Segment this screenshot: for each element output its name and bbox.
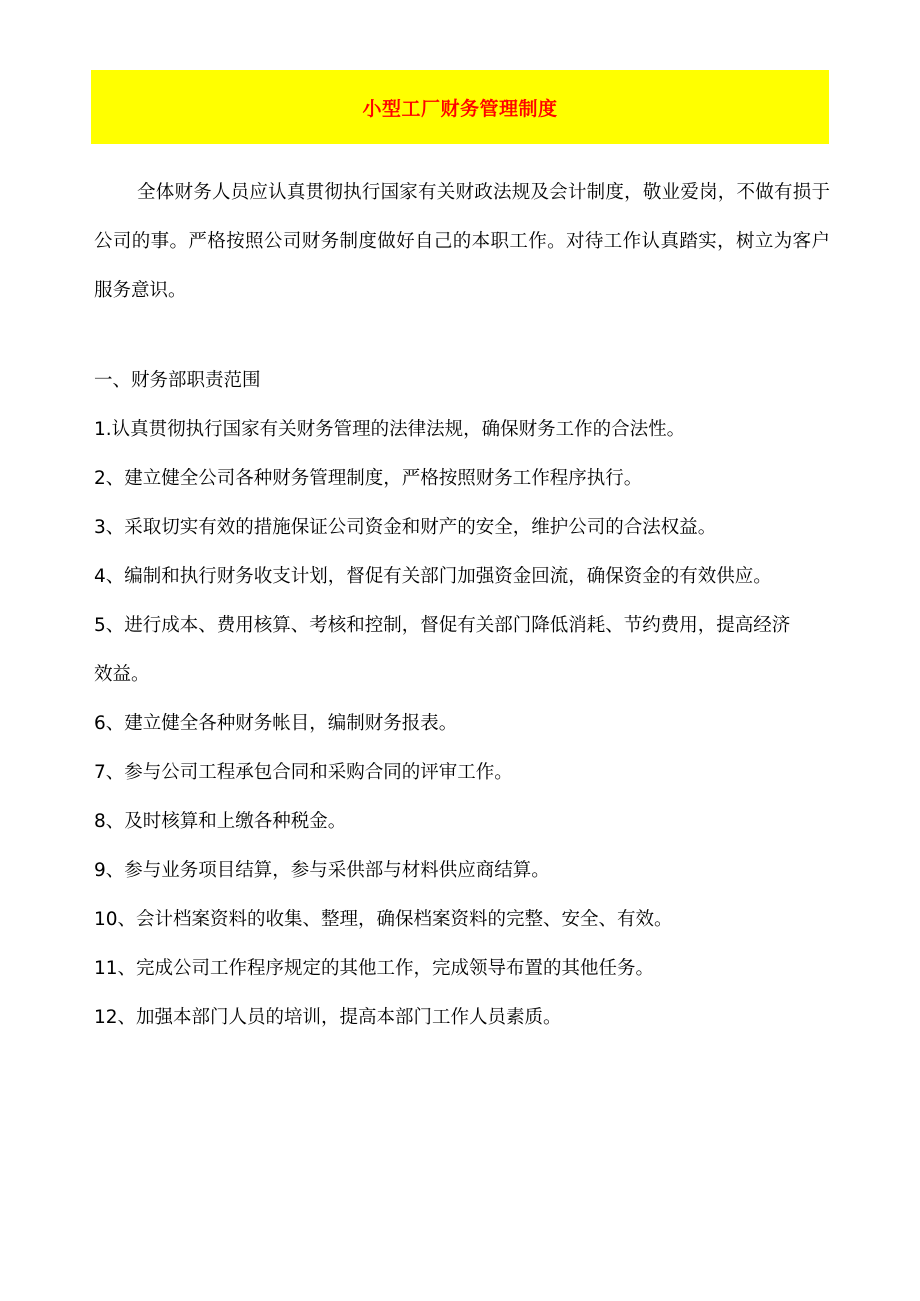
list-item: 11、完成公司工作程序规定的其他工作，完成领导布置的其他任务。 — [94, 958, 655, 979]
list-item: 12、加强本部门人员的培训，提高本部门工作人员素质。 — [94, 1007, 562, 1028]
intro-paragraph: 全体财务人员应认真贯彻执行国家有关财政法规及会计制度，敬业爱岗，不做有损于公司的事。严格按照公司财务制度做好自己的本职工作。对待工作认真踏实，树立为客户服务意识。 — [94, 182, 830, 301]
document-title: 小型工厂财务管理制度 — [362, 97, 558, 120]
list-item: 4、编制和执行财务收支计划，督促有关部门加强资金回流，确保资金的有效供应。 — [94, 566, 772, 587]
list-item: 5、进行成本、费用核算、考核和控制，督促有关部门降低消耗、节约费用，提高经济效益。 — [94, 615, 791, 685]
list-item: 6、建立健全各种财务帐目，编制财务报表。 — [94, 713, 458, 734]
responsibility-list — [94, 405, 800, 1042]
list-item: 1.认真贯彻执行国家有关财务管理的法律法规，确保财务工作的合法性。 — [94, 419, 686, 440]
list-item: 7、参与公司工程承包合同和采购合同的评审工作。 — [94, 762, 513, 783]
list-item: 9、参与业务项目结算，参与采供部与材料供应商结算。 — [94, 860, 550, 881]
list-item: 2、建立健全公司各种财务管理制度，严格按照财务工作程序执行。 — [94, 468, 643, 489]
title-banner — [91, 70, 829, 144]
list-item: 10、会计档案资料的收集、整理，确保档案资料的完整、安全、有效。 — [94, 909, 673, 930]
list-item: 3、采取切实有效的措施保证公司资金和财产的安全，维护公司的合法权益。 — [94, 517, 717, 538]
list-item: 8、及时核算和上缴各种税金。 — [94, 811, 347, 832]
section-heading: 一、财务部职责范围 — [94, 370, 261, 391]
